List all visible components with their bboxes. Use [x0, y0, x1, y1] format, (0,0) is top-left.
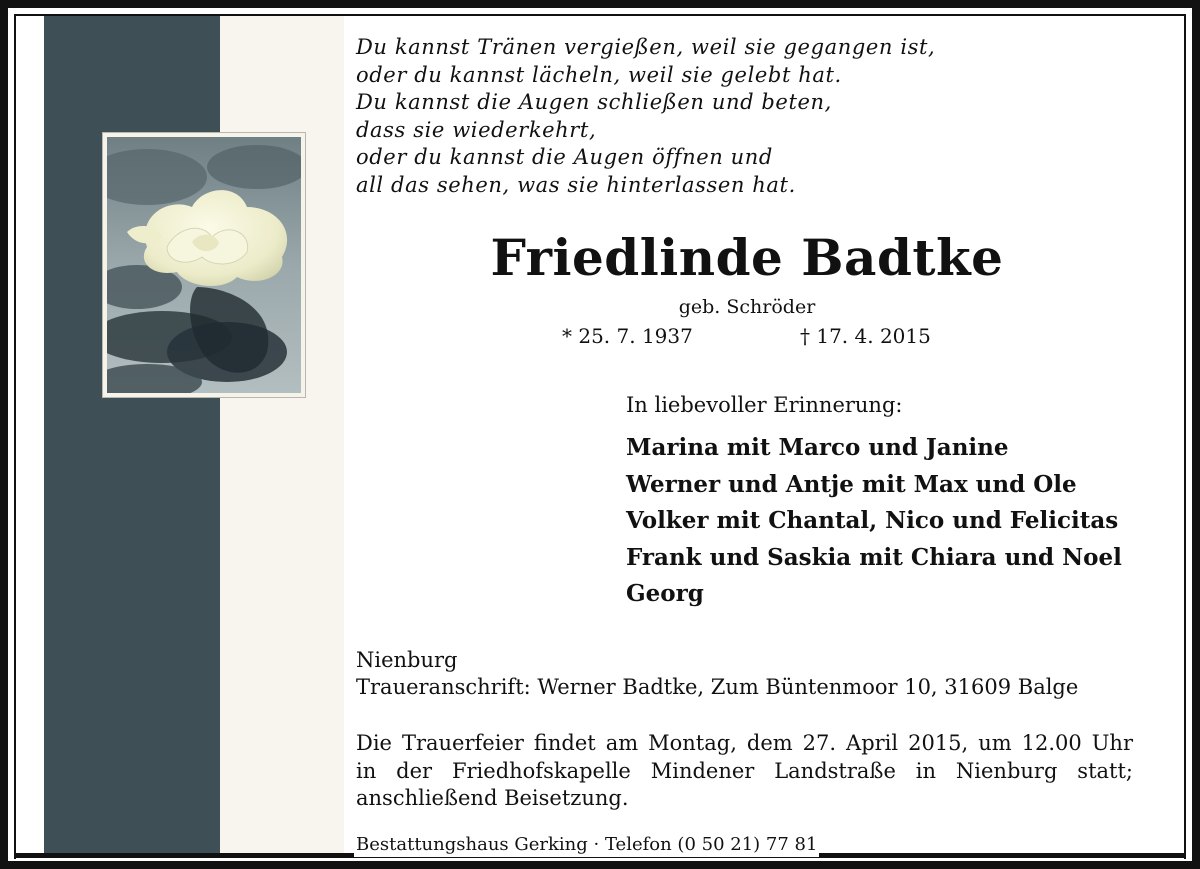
mourner-line: Frank und Saskia mit Chiara und Noel — [626, 543, 1122, 571]
mourner-line: Werner und Antje mit Max und Ole — [626, 470, 1077, 498]
poem-line: oder du kannst die Augen öffnen und — [356, 145, 773, 169]
city: Nienburg — [356, 648, 458, 672]
service-line: anschließend Beisetzung. — [356, 786, 629, 810]
white-rose-photo — [107, 137, 301, 393]
death-date: † 17. 4. 2015 — [800, 324, 931, 348]
funeral-home-footer: Bestattungshaus Gerking · Telefon (0 50 21) 77 81 — [356, 834, 818, 855]
rose-photo-frame — [102, 132, 306, 398]
mourner-line: Volker mit Chantal, Nico und Felicitas — [626, 507, 1119, 534]
birth-date: * 25. 7. 1937 — [562, 324, 693, 348]
memorial-poem — [356, 34, 935, 199]
poem-line: dass sie wiederkehrt, — [356, 117, 597, 142]
poem-line: Du kannst Tränen vergießen, weil sie gegangen ist, — [356, 35, 936, 59]
rose-image — [107, 137, 301, 393]
service-line: in der Friedhofskapelle Mindener Landstraße in Nienburg statt; — [356, 758, 1133, 783]
memory-heading: In liebevoller Erinnerung: — [626, 393, 903, 417]
poem-line: oder du kannst lächeln, weil sie gelebt hat. — [356, 62, 842, 87]
service-notice — [356, 730, 1133, 813]
deceased-name: Friedlinde Badtke — [490, 228, 1004, 287]
poem-line: all das sehen, was sie hinterlassen hat. — [356, 172, 796, 197]
mourning-address: Traueranschrift: Werner Badtke, Zum Büntenmoor 10, 31609 Balge — [356, 675, 1079, 699]
mourner-line: Marina mit Marco und Janine — [626, 434, 1009, 461]
mourners-list — [626, 430, 1122, 613]
maiden-name: geb. Schröder — [678, 296, 816, 318]
mourner-line: Georg — [626, 580, 704, 607]
poem-line: Du kannst die Augen schließen und beten, — [356, 90, 832, 114]
service-line: Die Trauerfeier findet am Montag, dem 27. April 2015, um 12.00 Uhr — [356, 731, 1133, 755]
